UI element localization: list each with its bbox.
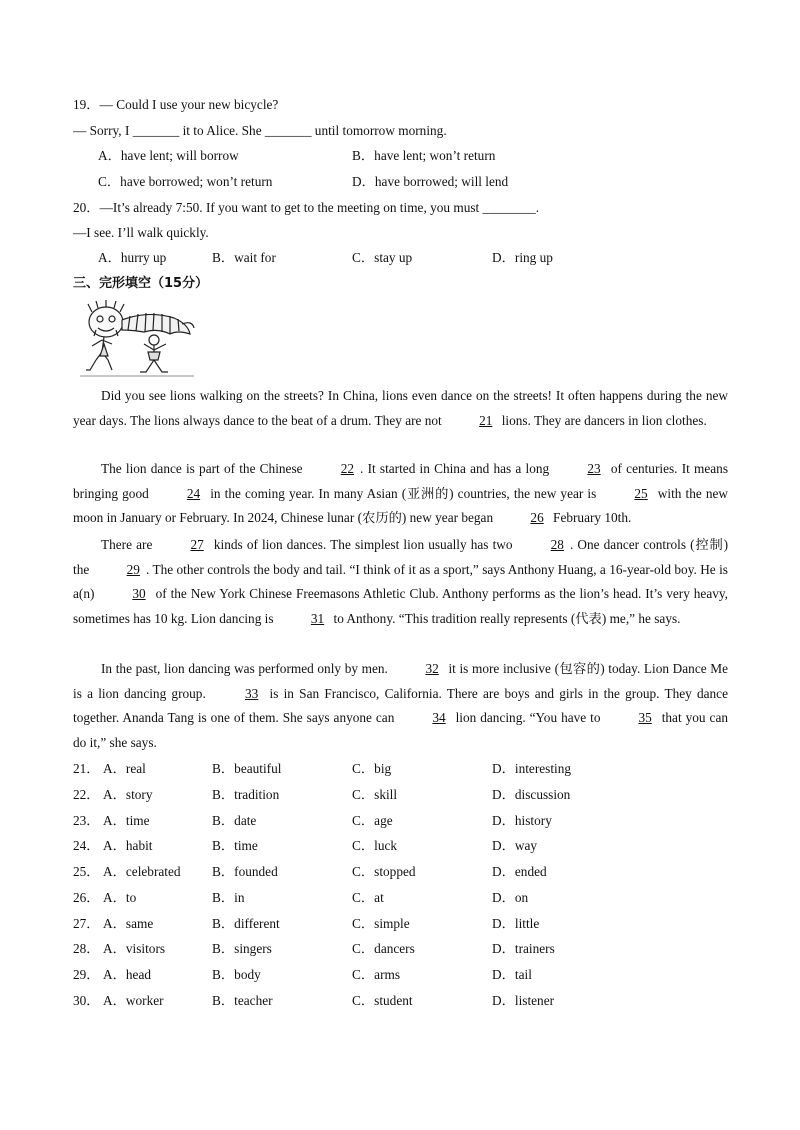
choice-b: B．body (212, 967, 261, 982)
blank-27: 27 (190, 537, 204, 552)
passage-text: Did you see lions walking on the streets? In China, lions even dance on the streets! It often happens during the new year days. The lions always dance to the beat of a drum. They are not (73, 388, 728, 428)
choice-number: 26． (73, 890, 100, 905)
choice-d: D．tail (492, 967, 532, 982)
choice-d: D．way (492, 838, 538, 853)
choice-c: C．age (352, 813, 393, 828)
passage-text: that you can do it,” she says. (73, 710, 728, 751)
passage-text: In the past, lion dancing was performed only by men. (101, 661, 392, 676)
blank-28: 28 (550, 537, 564, 552)
passage-text: to Anthony. “This tradition really represents (代表) me,” he says. (330, 611, 681, 627)
section-title: 三、完形填空（15分） (73, 276, 209, 291)
choice-b: B．founded (212, 864, 278, 879)
choice-b: B．different (212, 916, 280, 931)
q20-option-d: D．ring up (492, 250, 553, 265)
choice-number: 22． (73, 787, 100, 802)
passage-text: lions. They are dancers in lion clothes. (498, 412, 707, 428)
passage-text: in the coming year. In many Asian (亚洲的) countries, the new year is (206, 485, 601, 501)
choice-a: A．story (103, 787, 153, 802)
passage-text: of centuries. It means bringing good (73, 461, 728, 501)
choice-b: B．teacher (212, 993, 273, 1008)
choice-c: C．dancers (352, 941, 415, 956)
choice-b: B．singers (212, 941, 272, 956)
blank-33: 33 (245, 685, 259, 701)
blank-22: 22 (340, 461, 355, 476)
passage-text: with the new moon in January or February. In 2024, Chinese lunar (农历的) new year began (73, 485, 728, 526)
passage-text: lion dancing. “You have to (451, 710, 605, 726)
passage-text: February 10th. (549, 510, 632, 526)
choice-a: A．visitors (103, 941, 166, 956)
choice-d: D．on (492, 890, 529, 905)
choice-c: C．student (352, 993, 413, 1008)
choice-d: D．trainers (492, 941, 555, 956)
q20-stem: 20．—It’s already 7:50. If you want to get to the meeting on time, you must ________. (73, 200, 540, 215)
choice-a: A．time (103, 813, 150, 828)
choice-d: D．history (492, 813, 552, 828)
q19-option-d: D．have borrowed; will lend (352, 174, 509, 189)
blank-32: 32 (425, 661, 439, 676)
passage-paragraph-3 (73, 533, 728, 632)
choice-number: 27． (73, 916, 100, 931)
passage-text: it is more inclusive (包容的) today. Lion Dance Me is a lion dancing group. (73, 661, 729, 701)
choice-c: C．arms (352, 967, 401, 982)
choice-d: D．listener (492, 993, 555, 1008)
blank-24: 24 (186, 485, 201, 501)
passage-text: is in San Francisco, California. There are boys and girls in the group. They dance together. Ananda Tang is one of them. She says anyone can (73, 685, 728, 726)
passage-paragraph-4 (73, 657, 728, 756)
choice-number: 21． (73, 761, 100, 776)
passage-text: kinds of lion dances. The simplest lion usually has two (209, 537, 517, 552)
q20-option-a: A．hurry up (98, 250, 167, 265)
choice-a: A．head (103, 967, 151, 982)
choice-d: D．discussion (492, 787, 571, 802)
blank-25: 25 (634, 485, 648, 501)
passage-text: . The other controls the body and tail. “I think of it as a sport,” says Anthony Huang, a 16-year-old boy. He is a(n) (73, 561, 728, 602)
choice-number: 25． (73, 864, 100, 879)
choice-a: A．to (103, 890, 137, 905)
q20-option-b: B．wait for (212, 250, 276, 265)
choice-b: B．tradition (212, 787, 280, 802)
blank-34: 34 (432, 710, 446, 726)
choice-b: B．date (212, 813, 257, 828)
choice-number: 30． (73, 993, 100, 1008)
q19-stem: 19．— Could I use your new bicycle? (73, 97, 279, 112)
choice-c: C．skill (352, 787, 398, 802)
passage-paragraph-2 (73, 457, 728, 531)
blank-35: 35 (638, 710, 652, 726)
choice-d: D．ended (492, 864, 547, 879)
choice-a: A．same (103, 916, 154, 931)
choice-a: A．habit (103, 838, 153, 853)
choice-b: B．in (212, 890, 245, 905)
choice-d: D．little (492, 916, 540, 931)
choice-number: 23． (73, 813, 100, 828)
lion-dance-illustration (78, 300, 196, 382)
passage-paragraph-1 (73, 384, 728, 433)
choice-b: B．beautiful (212, 761, 282, 776)
choice-b: B．time (212, 838, 258, 853)
choice-a: A．worker (103, 993, 164, 1008)
passage-text: There are (101, 537, 157, 552)
blank-30: 30 (132, 586, 146, 602)
q19-option-b: B．have lent; won’t return (352, 148, 496, 163)
blank-21: 21 (479, 412, 493, 428)
choice-a: A．real (103, 761, 146, 776)
choice-number: 28． (73, 941, 100, 956)
q19-option-c: C．have borrowed; won’t return (98, 174, 273, 189)
choice-c: C．simple (352, 916, 410, 931)
blank-26: 26 (530, 510, 544, 526)
q19-option-a: A．have lent; will borrow (98, 148, 239, 163)
choice-number: 24． (73, 838, 100, 853)
passage-text: of the New York Chinese Freemasons Athletic Club. Anthony performs as the lion’s head. It’s very heavy, sometimes has 10 kg. Lion dancing is (73, 586, 728, 627)
q19-reply: — Sorry, I _______ it to Alice. She _______ until tomorrow morning. (73, 123, 447, 138)
blank-31: 31 (310, 611, 325, 627)
choice-c: C．luck (352, 838, 398, 853)
blank-23: 23 (587, 461, 601, 476)
choice-number: 29． (73, 967, 100, 982)
blank-29: 29 (126, 561, 140, 577)
passage-text: . One dancer controls (控制) the (73, 537, 728, 577)
passage-text: . It started in China and has a long (360, 461, 554, 476)
choice-c: C．stopped (352, 864, 416, 879)
choice-d: D．interesting (492, 761, 572, 776)
choice-c: C．big (352, 761, 392, 776)
passage-text: The lion dance is part of the Chinese (101, 461, 307, 476)
choice-a: A．celebrated (103, 864, 181, 879)
q20-reply: —I see. I’ll walk quickly. (73, 225, 209, 240)
choice-c: C．at (352, 890, 384, 905)
q20-option-c: C．stay up (352, 250, 413, 265)
